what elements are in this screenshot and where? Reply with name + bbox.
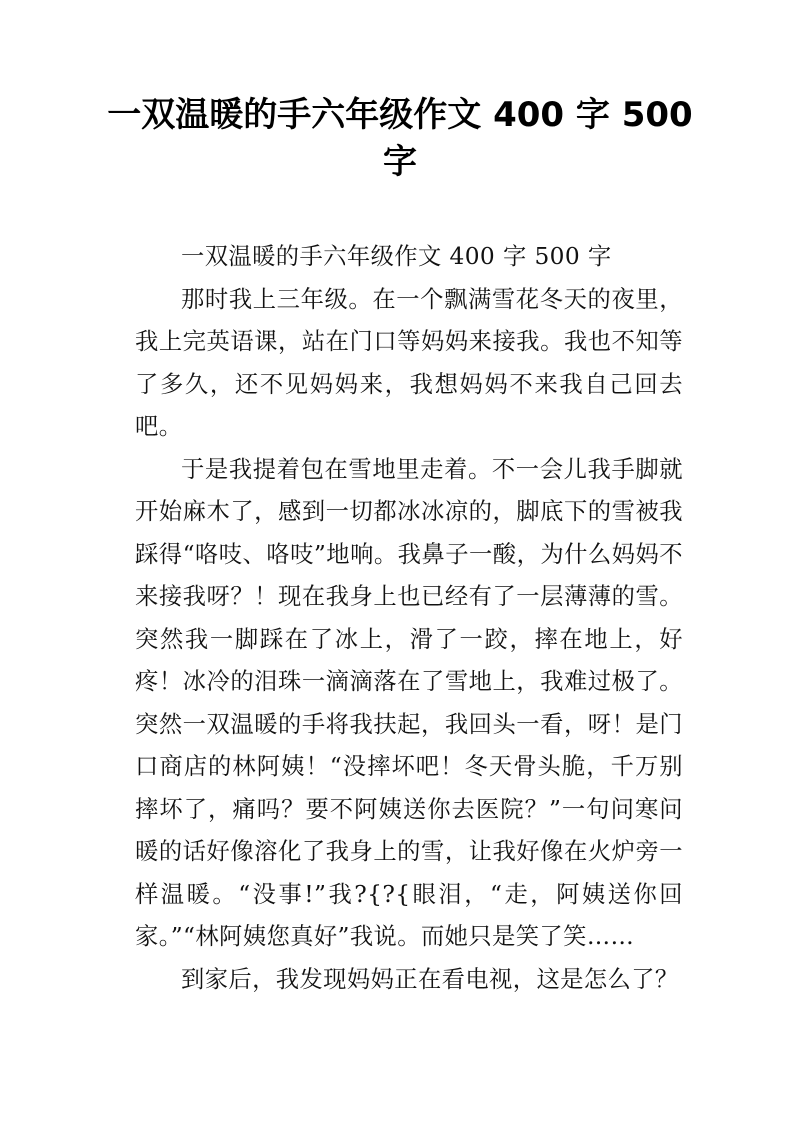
document-title (100, 92, 700, 186)
title-line-1: 一双温暖的手六年级作文 400 字 500 (107, 95, 693, 135)
paragraph: 到家后，我发现妈妈正在看电视，这是怎么了？ (181, 965, 679, 993)
title-line-2: 字 (383, 142, 417, 182)
paragraph: 于是我提着包在雪地里走着。不一会儿我手脚就开始麻木了，感到一切都冰冰凉的，脚底下的雪被我踩得“咯吱、咯吱”地响。我鼻子一酸，为什么妈妈不来接我呀？！现在我身上也已经有了一层薄薄的雪。突然我一脚踩在了冰上，滑了一跤，摔在地上，好疼！冰冷的泪珠一滴滴落在了雪地上，我难过极了。突然一双温暖的手将我扶起，我回头一看，呀！是门口商店的林阿姨！“没摔坏吧！冬天骨头脆，千万别摔坏了，痛吗？要不阿姨送你去医院？”一句问寒问暖的话好像溶化了我身上的雪，让我好像在火炉旁一样温暖。“没事!”我?{?{眼泪，“走，阿姨送你回家。”“林阿姨您真好”我说。而她只是笑了笑…… (135, 455, 683, 950)
document-body (135, 236, 683, 1001)
paragraph-subtitle: 一双温暖的手六年级作文 400 字 500 字 (181, 243, 612, 270)
paragraph: 那时我上三年级。在一个飘满雪花冬天的夜里，我上完英语课，站在门口等妈妈来接我。我也不知等了多久，还不见妈妈来，我想妈妈不来我自己回去吧。 (135, 285, 683, 440)
